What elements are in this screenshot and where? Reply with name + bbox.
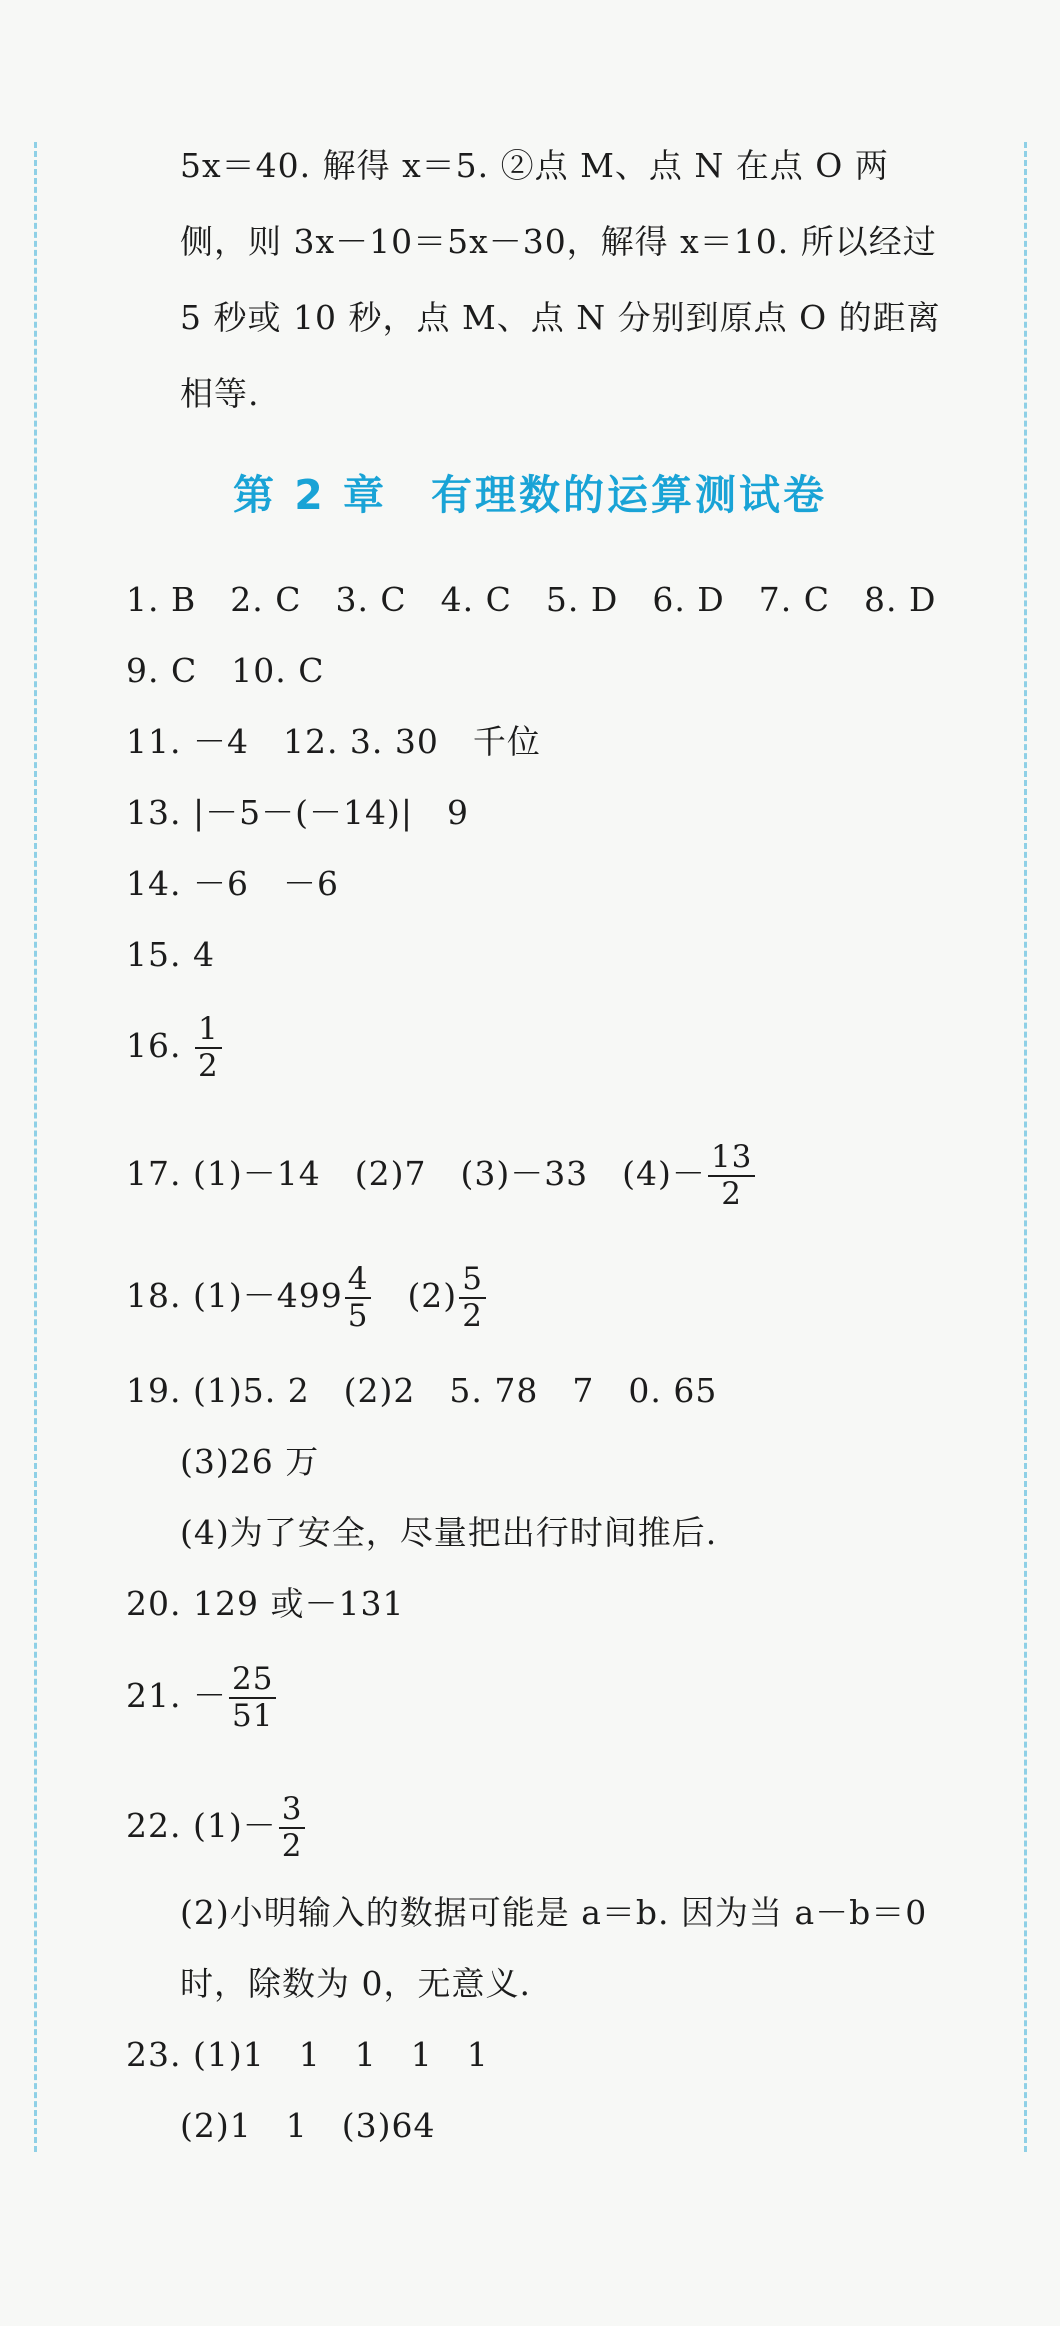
fraction-denominator: 51: [231, 1698, 274, 1734]
intro-line-2: 侧，则 3x－10＝5x－30，解得 x＝10. 所以经过: [180, 222, 937, 261]
answer-22-2a: (2)小明输入的数据可能是 a＝b. 因为当 a－b＝0: [180, 1893, 928, 1932]
answer-1-8: 1. B 2. C 3. C 4. C 5. D 6. D 7. C 8. D: [126, 580, 937, 619]
fraction-numerator: 25: [229, 1662, 276, 1699]
answer-23-1: 23. (1)1 1 1 1 1: [126, 2035, 489, 2074]
intro-line-3: 5 秒或 10 秒，点 M、点 N 分别到原点 O 的距离: [180, 298, 941, 337]
fraction: [459, 1262, 486, 1334]
fraction-denominator: 2: [721, 1176, 743, 1212]
answer-20: 20. 129 或－131: [126, 1584, 405, 1623]
answer-18-part-2-label: (2): [407, 1276, 458, 1315]
left-dashed-margin: [34, 142, 37, 2152]
intro-line-1: 5x＝40. 解得 x＝5. ②点 M、点 N 在点 O 两: [180, 146, 889, 185]
fraction: [279, 1792, 306, 1864]
fraction-denominator: 2: [462, 1298, 483, 1334]
fraction-denominator: 5: [347, 1298, 369, 1334]
answer-22-label: 22. (1)－: [126, 1806, 277, 1845]
right-dashed-margin: [1024, 142, 1027, 2152]
fraction-numerator: 3: [279, 1792, 306, 1829]
answer-14: 14. －6 －6: [126, 864, 339, 903]
answer-22-1: [126, 1792, 307, 1864]
answer-11-12: 11. －4 12. 3. 30 千位: [126, 722, 541, 761]
fraction-numerator: 1: [195, 1012, 222, 1049]
answer-17: [126, 1140, 757, 1212]
intro-line-4: 相等.: [180, 374, 260, 413]
fraction: [345, 1262, 372, 1334]
fraction-numerator: 13: [708, 1140, 755, 1177]
fraction-denominator: 2: [281, 1828, 303, 1864]
fraction-numerator: 4: [345, 1262, 372, 1299]
answer-19-1: 19. (1)5. 2 (2)2 5. 78 7 0. 65: [126, 1371, 718, 1410]
answer-19-4: (4)为了安全，尽量把出行时间推后.: [180, 1513, 718, 1552]
fraction-denominator: 2: [197, 1048, 219, 1084]
answer-17-prefix: 17. (1)－14 (2)7 (3)－33 (4)－: [126, 1154, 706, 1193]
answer-21: [126, 1662, 278, 1734]
answer-9-10: 9. C 10. C: [126, 651, 325, 690]
fraction: [708, 1140, 755, 1212]
answer-23-2: (2)1 1 (3)64: [180, 2106, 436, 2145]
answer-15: 15. 4: [126, 935, 215, 974]
answer-16-label: 16.: [126, 1026, 193, 1065]
answer-16: [126, 1012, 224, 1084]
answer-19-3: (3)26 万: [180, 1442, 320, 1481]
fraction: [229, 1662, 276, 1734]
fraction-numerator: 5: [459, 1262, 486, 1299]
chapter-title: 第 2 章 有理数的运算测试卷: [232, 471, 828, 519]
answer-22-2b: 时，除数为 0，无意义.: [180, 1964, 531, 2003]
answer-13: 13. |－5－(－14)| 9: [126, 793, 469, 832]
fraction: [195, 1012, 222, 1084]
answer-18: [126, 1262, 488, 1334]
answer-21-label: 21. －: [126, 1676, 227, 1715]
answer-18-prefix: 18. (1)－499: [126, 1276, 343, 1315]
